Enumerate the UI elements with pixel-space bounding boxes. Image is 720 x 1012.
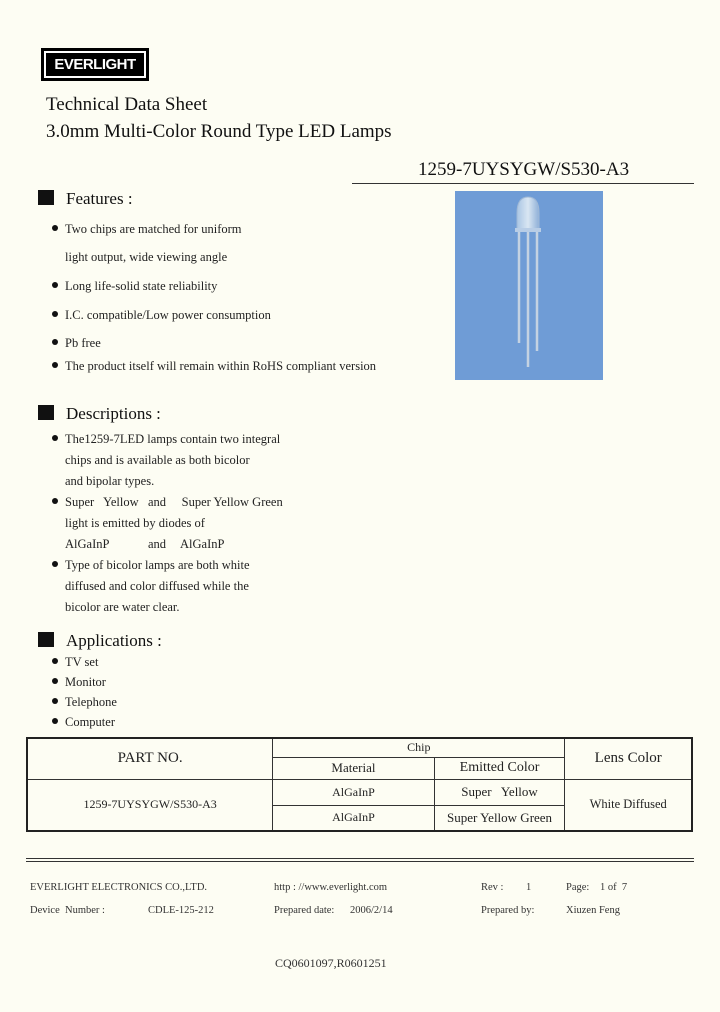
description-continuation: chips and is available as both bicolor [65, 453, 250, 467]
feature-item [52, 279, 217, 294]
application-item [52, 695, 117, 710]
feature-text: Long life-solid state reliability [65, 279, 218, 293]
application-text: Computer [65, 715, 115, 729]
footer-divider [26, 858, 694, 859]
bullet-icon [52, 678, 58, 684]
bullet-icon [52, 435, 58, 441]
bullet-icon [52, 311, 58, 317]
document-title: Technical Data Sheet [46, 94, 208, 115]
everlight-logo [41, 48, 149, 81]
spec-table [26, 737, 693, 832]
description-item [52, 495, 283, 510]
material-2: AlGaInP [180, 537, 225, 551]
part-no-header: PART NO. [27, 738, 273, 779]
material-cell: AlGaInP [273, 805, 434, 831]
feature-text: Pb free [65, 336, 101, 350]
led-lamp-illustration [455, 191, 603, 380]
footer-divider [26, 861, 694, 862]
feature-item [52, 359, 376, 374]
bullet-icon [52, 362, 58, 368]
logo-text: EVERLIGHT [44, 51, 146, 78]
application-item [52, 655, 98, 670]
description-continuation: bicolor are water clear. [65, 600, 180, 614]
square-bullet-icon [38, 632, 54, 647]
bullet-icon [52, 225, 58, 231]
document-code: CQ0601097,R0601251 [275, 956, 387, 970]
application-item [52, 715, 115, 730]
description-text: Super Yellow and Super Yellow Green [65, 495, 283, 509]
material-1: AlGaInP [65, 537, 110, 551]
material-cell: AlGaInP [273, 779, 434, 805]
bullet-icon [52, 658, 58, 664]
company-name: EVERLIGHT ELECTRONICS CO.,LTD. [30, 882, 208, 893]
bullet-icon [52, 718, 58, 724]
page-value: 1 of 7 [600, 882, 628, 893]
feature-item-continuation: light output, wide viewing angle [65, 250, 228, 264]
feature-text: The product itself will remain within RoHS compliant version [65, 359, 377, 373]
bullet-icon [52, 339, 58, 345]
part-no-cell: 1259-7UYSYGW/S530-A3 [27, 779, 273, 831]
material-header: Material [273, 757, 434, 779]
product-title: 3.0mm Multi-Color Round Type LED Lamps [46, 121, 392, 142]
descriptions-heading [38, 404, 161, 424]
header-divider [352, 183, 694, 184]
square-bullet-icon [38, 190, 54, 205]
feature-item [52, 308, 271, 323]
features-heading [38, 189, 133, 209]
prepared-date-value: 2006/2/14 [350, 905, 393, 916]
lens-color-cell: White Diffused [565, 779, 692, 831]
applications-heading [38, 631, 162, 651]
chip-header: Chip [273, 738, 565, 757]
emitted-color-cell: Super Yellow Green [434, 805, 565, 831]
description-continuation: light is emitted by diodes of [65, 516, 205, 530]
description-continuation: and bipolar types. [65, 474, 155, 488]
emitted-color-cell: Super Yellow [434, 779, 565, 805]
led-product-photo [455, 191, 603, 380]
features-heading-text: Features : [66, 189, 133, 208]
website-link[interactable]: http : //www.everlight.com [274, 882, 388, 893]
description-continuation: diffused and color diffused while the [65, 579, 249, 593]
description-text: Type of bicolor lamps are both white [65, 558, 250, 572]
rev-label: Rev : [481, 882, 504, 893]
part-number: 1259-7UYSYGW/S530-A3 [418, 159, 630, 180]
emitted-color-header: Emitted Color [434, 757, 565, 779]
application-text: Telephone [65, 695, 117, 709]
bullet-icon [52, 498, 58, 504]
applications-heading-text: Applications : [66, 631, 162, 650]
square-bullet-icon [38, 405, 54, 420]
feature-item [52, 336, 101, 351]
page-label: Page: [566, 882, 590, 893]
description-item [52, 432, 280, 447]
prepared-by-value: Xiuzen Feng [566, 905, 620, 916]
feature-item [52, 222, 242, 237]
device-number-value: CDLE-125-212 [148, 905, 214, 916]
prepared-by-label: Prepared by: [481, 905, 535, 916]
application-text: Monitor [65, 675, 106, 689]
material-conjunction: and [148, 537, 167, 551]
application-item [52, 675, 106, 690]
prepared-date-label: Prepared date: [274, 905, 335, 916]
device-number-label: Device Number : [30, 905, 105, 916]
bullet-icon [52, 561, 58, 567]
description-text: The1259-7LED lamps contain two integral [65, 432, 281, 446]
feature-text: Two chips are matched for uniform [65, 222, 242, 236]
lens-color-header: Lens Color [565, 738, 692, 779]
description-item [52, 558, 250, 573]
bullet-icon [52, 698, 58, 704]
feature-text: I.C. compatible/Low power consumption [65, 308, 271, 322]
descriptions-heading-text: Descriptions : [66, 404, 161, 423]
application-text: TV set [65, 655, 99, 669]
bullet-icon [52, 282, 58, 288]
rev-value: 1 [526, 882, 532, 893]
